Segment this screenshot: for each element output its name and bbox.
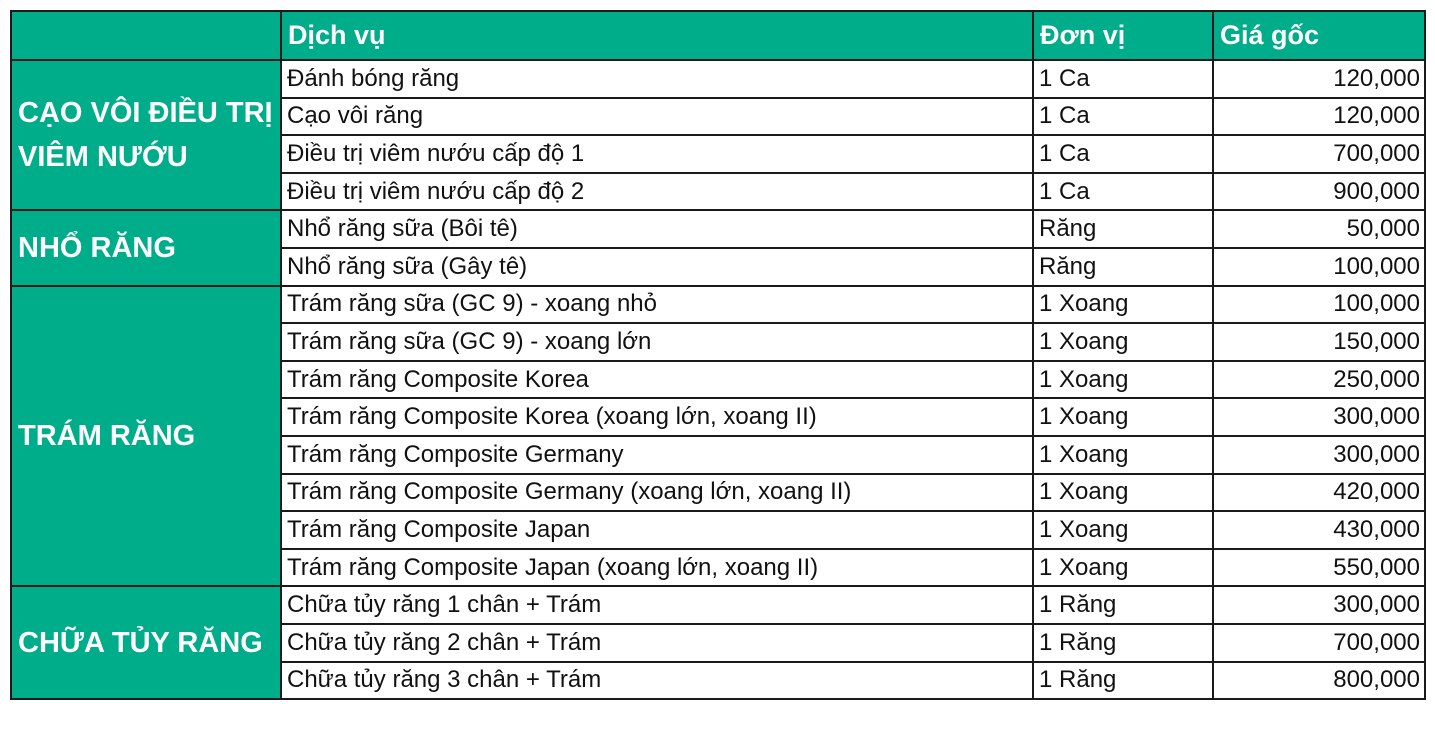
- unit-cell: 1 Ca: [1033, 60, 1213, 98]
- category-cell: CHỮA TỦY RĂNG: [11, 586, 281, 699]
- table-body: [11, 60, 1425, 699]
- unit-cell: Răng: [1033, 210, 1213, 248]
- unit-cell: 1 Ca: [1033, 135, 1213, 173]
- price-cell: 100,000: [1213, 248, 1425, 286]
- service-cell: Trám răng Composite Germany: [281, 436, 1033, 474]
- service-cell: Trám răng Composite Germany (xoang lớn, xoang II): [281, 474, 1033, 512]
- unit-cell: 1 Xoang: [1033, 436, 1213, 474]
- table-row: [11, 60, 1425, 98]
- table-row: [11, 586, 1425, 624]
- table-row: [11, 210, 1425, 248]
- category-cell: TRÁM RĂNG: [11, 286, 281, 587]
- header-category: [11, 11, 281, 60]
- price-cell: 700,000: [1213, 135, 1425, 173]
- service-cell: Trám răng sữa (GC 9) - xoang lớn: [281, 323, 1033, 361]
- price-cell: 100,000: [1213, 286, 1425, 324]
- unit-cell: 1 Xoang: [1033, 511, 1213, 549]
- price-cell: 300,000: [1213, 586, 1425, 624]
- price-table: [10, 10, 1426, 700]
- unit-cell: 1 Xoang: [1033, 549, 1213, 587]
- unit-cell: 1 Xoang: [1033, 361, 1213, 399]
- price-cell: 150,000: [1213, 323, 1425, 361]
- unit-cell: 1 Ca: [1033, 173, 1213, 211]
- service-cell: Trám răng Composite Korea: [281, 361, 1033, 399]
- service-cell: Đánh bóng răng: [281, 60, 1033, 98]
- unit-cell: 1 Xoang: [1033, 286, 1213, 324]
- category-cell: NHỔ RĂNG: [11, 210, 281, 285]
- price-cell: 900,000: [1213, 173, 1425, 211]
- header-unit: Đơn vị: [1033, 11, 1213, 60]
- price-cell: 700,000: [1213, 624, 1425, 662]
- price-cell: 120,000: [1213, 60, 1425, 98]
- unit-cell: Răng: [1033, 248, 1213, 286]
- service-cell: Chữa tủy răng 2 chân + Trám: [281, 624, 1033, 662]
- service-cell: Trám răng Composite Japan: [281, 511, 1033, 549]
- price-cell: 800,000: [1213, 662, 1425, 700]
- price-cell: 420,000: [1213, 474, 1425, 512]
- service-cell: Trám răng Composite Japan (xoang lớn, xoang II): [281, 549, 1033, 587]
- header-service: Dịch vụ: [281, 11, 1033, 60]
- header-price: Giá gốc: [1213, 11, 1425, 60]
- price-cell: 300,000: [1213, 398, 1425, 436]
- category-cell: CẠO VÔI ĐIỀU TRỊ VIÊM NƯỚU: [11, 60, 281, 210]
- service-cell: Cạo vôi răng: [281, 98, 1033, 136]
- service-cell: Nhổ răng sữa (Gây tê): [281, 248, 1033, 286]
- price-cell: 430,000: [1213, 511, 1425, 549]
- price-cell: 250,000: [1213, 361, 1425, 399]
- price-cell: 50,000: [1213, 210, 1425, 248]
- price-cell: 120,000: [1213, 98, 1425, 136]
- service-cell: Trám răng sữa (GC 9) - xoang nhỏ: [281, 286, 1033, 324]
- unit-cell: 1 Răng: [1033, 586, 1213, 624]
- unit-cell: 1 Ca: [1033, 98, 1213, 136]
- service-cell: Chữa tủy răng 1 chân + Trám: [281, 586, 1033, 624]
- price-cell: 300,000: [1213, 436, 1425, 474]
- unit-cell: 1 Răng: [1033, 624, 1213, 662]
- service-cell: Trám răng Composite Korea (xoang lớn, xoang II): [281, 398, 1033, 436]
- service-cell: Chữa tủy răng 3 chân + Trám: [281, 662, 1033, 700]
- header-row: [11, 11, 1425, 60]
- unit-cell: 1 Răng: [1033, 662, 1213, 700]
- service-cell: Điều trị viêm nướu cấp độ 1: [281, 135, 1033, 173]
- unit-cell: 1 Xoang: [1033, 398, 1213, 436]
- service-cell: Nhổ răng sữa (Bôi tê): [281, 210, 1033, 248]
- service-cell: Điều trị viêm nướu cấp độ 2: [281, 173, 1033, 211]
- table-row: [11, 286, 1425, 324]
- unit-cell: 1 Xoang: [1033, 474, 1213, 512]
- unit-cell: 1 Xoang: [1033, 323, 1213, 361]
- price-cell: 550,000: [1213, 549, 1425, 587]
